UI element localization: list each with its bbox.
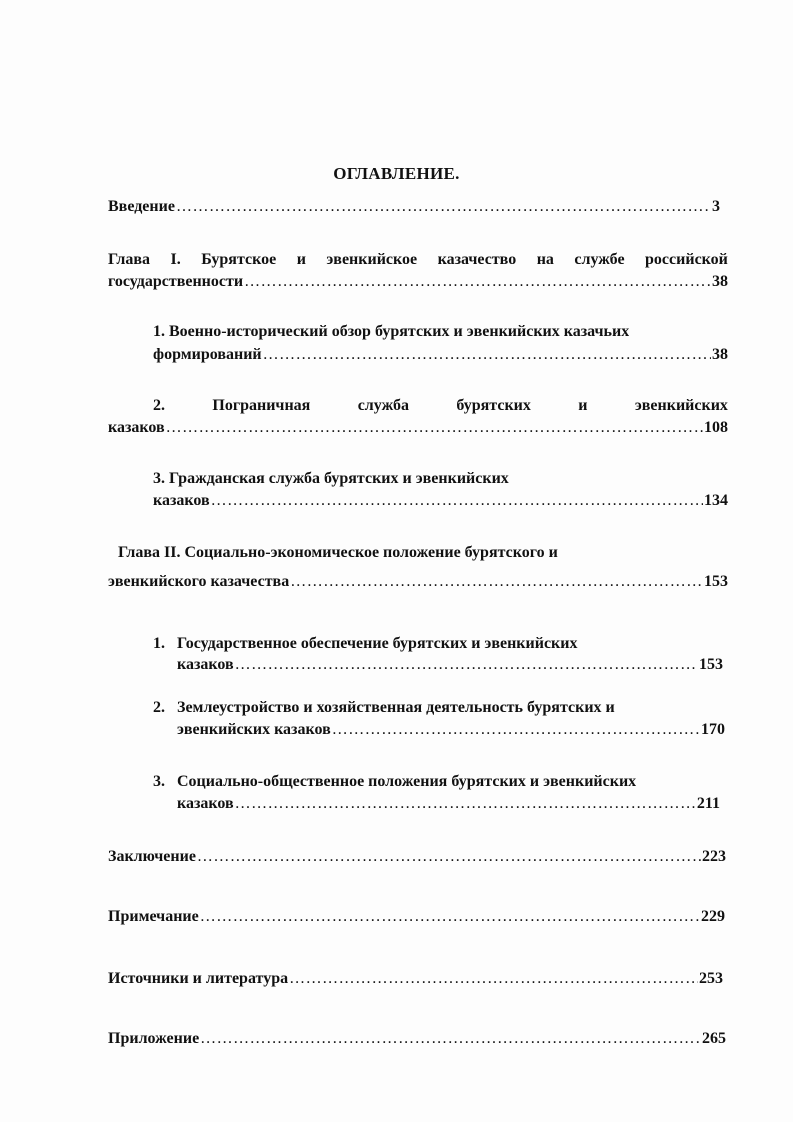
toc-entry-section-1-2 xyxy=(108,418,728,438)
dot-leader xyxy=(244,272,711,292)
word: Глава xyxy=(108,251,150,268)
word: 2. xyxy=(153,397,165,414)
section-number: 2. xyxy=(153,699,165,716)
toc-entry-section-1-1 xyxy=(153,345,728,365)
toc-entry-page: 153 xyxy=(704,573,728,590)
toc-entry-label: казаков xyxy=(153,492,210,509)
toc-entry-page: 229 xyxy=(701,908,725,925)
toc-entry-section-1-3 xyxy=(153,491,728,511)
word: Бурятское xyxy=(201,251,277,268)
toc-entry-label: Примечание xyxy=(108,908,199,925)
toc-entry-label: эвенкийского казачества xyxy=(108,573,290,590)
word: российской xyxy=(645,251,728,268)
chapter-2-title-line: Глава II. Социально-экономическое положение бурятского и xyxy=(118,544,558,561)
toc-entry-chapter-2 xyxy=(108,572,728,592)
toc-entry-page: 253 xyxy=(699,970,723,987)
section-1-2-title xyxy=(153,396,728,416)
toc-entry-label: формирований xyxy=(153,346,262,363)
section-label: Социально-общественное положения бурятских и эвенкийских xyxy=(177,773,637,790)
toc-entry-page: 265 xyxy=(702,1030,726,1047)
toc-entry-label: казаков xyxy=(177,656,234,673)
word: и xyxy=(296,251,306,268)
toc-entry-appendix xyxy=(108,1029,726,1049)
toc-entry-chapter-1 xyxy=(108,272,728,292)
toc-entry-page: 211 xyxy=(696,795,720,812)
dot-leader xyxy=(200,1029,701,1049)
dot-leader xyxy=(263,345,711,365)
word: и xyxy=(578,397,588,414)
dot-leader xyxy=(235,655,698,675)
word: на xyxy=(536,251,554,268)
section-2-1-title xyxy=(153,634,578,654)
dot-leader xyxy=(235,794,696,814)
word: служба xyxy=(357,397,409,414)
toc-entry-section-2-3 xyxy=(177,794,720,814)
dot-leader xyxy=(166,418,703,438)
toc-entry-page: 3 xyxy=(712,198,720,215)
toc-entry-label: Приложение xyxy=(108,1030,200,1047)
toc-entry-page: 170 xyxy=(701,721,725,738)
dot-leader xyxy=(211,491,703,511)
toc-entry-label: Источники и литература xyxy=(108,970,289,987)
toc-entry-label: государственности xyxy=(108,273,244,290)
toc-entry-section-2-2 xyxy=(177,720,725,740)
word: казачество xyxy=(437,251,517,268)
section-1-3-title: 3. Гражданская служба бурятских и эвенкийских xyxy=(153,470,509,487)
toc-entry-page: 153 xyxy=(699,656,723,673)
section-label: Землеустройство и хозяйственная деятельность бурятских и xyxy=(177,699,615,716)
dot-leader xyxy=(290,572,703,592)
dot-leader xyxy=(200,907,700,927)
toc-entry-sources xyxy=(108,969,723,989)
toc-entry-page: 38 xyxy=(712,346,728,363)
toc-entry-notes xyxy=(108,907,725,927)
toc-entry-page: 223 xyxy=(702,848,726,865)
page-title: ОГЛАВЛЕНИЕ. xyxy=(333,164,460,183)
section-2-2-title xyxy=(153,698,615,718)
word: I. xyxy=(170,251,181,268)
word: эвенкийских xyxy=(634,397,728,414)
word: Пограничная xyxy=(212,397,311,414)
toc-entry-label: казаков xyxy=(108,419,165,436)
section-label: Государственное обеспечение бурятских и эвенкийских xyxy=(177,635,578,652)
section-number: 3. xyxy=(153,773,165,790)
dot-leader xyxy=(289,969,698,989)
word: бурятских xyxy=(456,397,531,414)
word: службе xyxy=(574,251,625,268)
chapter-1-title-line xyxy=(108,250,728,270)
toc-entry-label: Введение xyxy=(108,198,175,215)
toc-entry-page: 38 xyxy=(712,273,728,290)
toc-entry-conclusion xyxy=(108,847,726,867)
word: эвенкийское xyxy=(326,251,418,268)
toc-entry-label: казаков xyxy=(177,795,234,812)
toc-entry-label: эвенкийских казаков xyxy=(177,721,331,738)
section-2-3-title xyxy=(153,772,636,792)
toc-entry-page: 134 xyxy=(704,492,728,509)
dot-leader xyxy=(176,197,711,217)
dot-leader xyxy=(332,720,700,740)
toc-entry-page: 108 xyxy=(704,419,728,436)
dot-leader xyxy=(197,847,701,867)
toc-entry-label: Заключение xyxy=(108,848,196,865)
section-1-1-title: 1. Военно-исторический обзор бурятских и эвенкийских казачьих xyxy=(153,323,630,340)
toc-entry-section-2-1 xyxy=(177,655,723,675)
toc-entry-intro xyxy=(108,197,720,217)
section-number: 1. xyxy=(153,635,165,652)
